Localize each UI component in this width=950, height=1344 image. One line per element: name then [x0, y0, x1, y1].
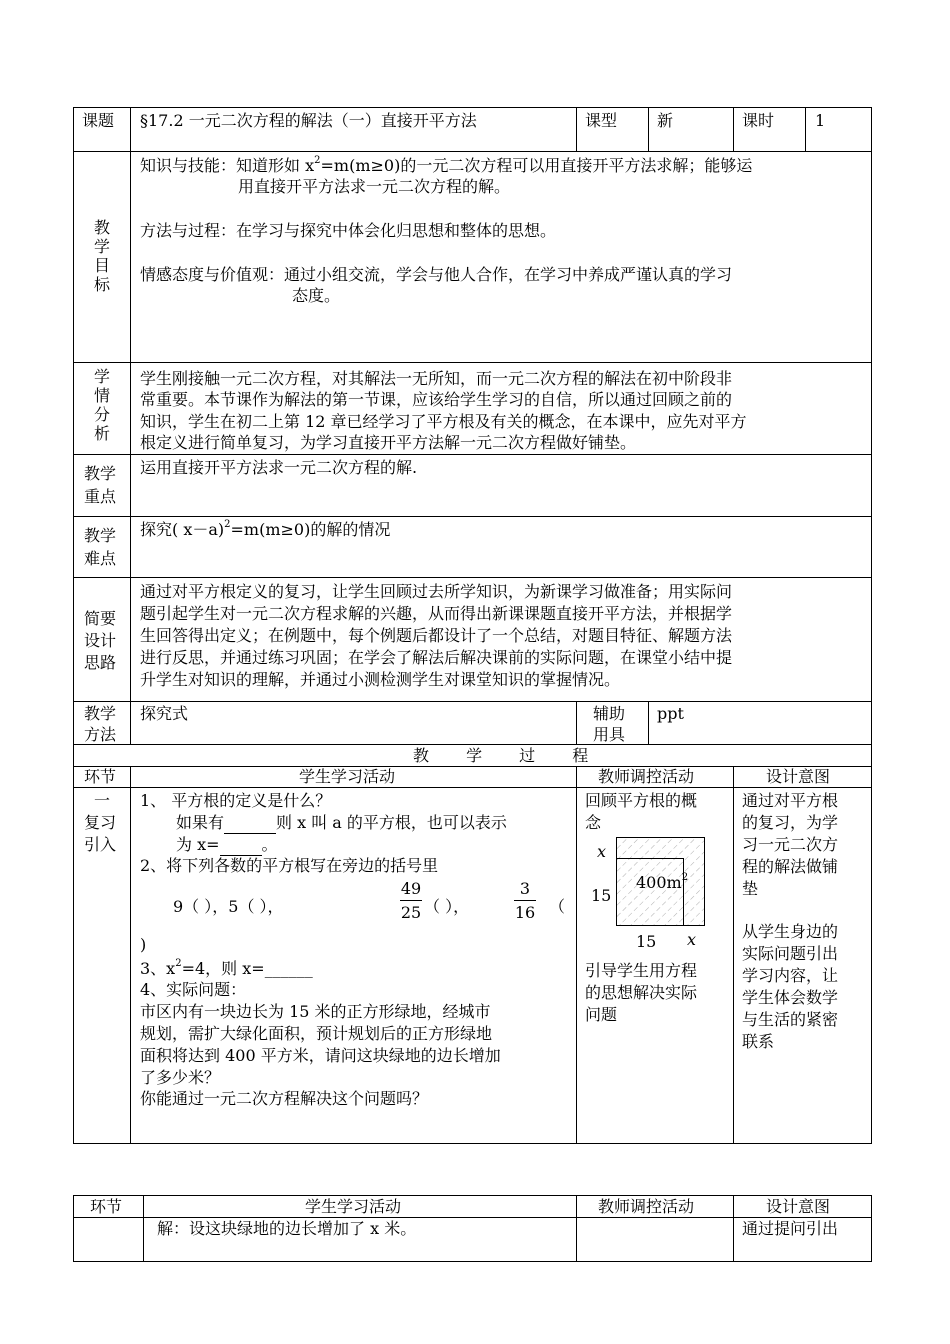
stage-label: 引入: [84, 835, 117, 854]
col-teacher: 教师调控活动: [598, 767, 695, 786]
analysis-label: 学 情 分 析: [93, 367, 110, 443]
key-point-text: 运用直接开平方法求一元二次方程的解.: [140, 458, 418, 477]
question-4-line: 市区内有一块边长为 15 米的正方形绿地，经城市: [140, 1002, 491, 1021]
question-4-line: 你能通过一元二次方程解决这个问题吗？: [140, 1089, 429, 1108]
col-stage: 环节: [84, 767, 117, 786]
method-label: 教学: [84, 704, 117, 723]
design-line: 升学生对知识的理解，并通过小测检测学生对课堂知识的掌握情况。: [140, 670, 621, 689]
objective-knowledge: 知识与技能：知道形如 $x^2=m(m\ge 0)$的一元二次方程可以用直接开平方法求解；能够运: [140, 155, 753, 175]
intent-line: 从学生身边的: [742, 922, 839, 941]
diagram-label-15-bottom: 15: [636, 932, 657, 951]
design-label: 设计: [84, 631, 117, 650]
analysis-line: 根定义进行简单复习，为学习直接开平方法解一元二次方程做好铺垫。: [140, 433, 637, 452]
topic-label: 课题: [82, 111, 115, 130]
design-line: 进行反思，并通过练习巩固；在学会了解法后解决课前的实际问题，在课堂小结中提: [140, 648, 733, 667]
question-4-line: 了多少米？: [140, 1068, 221, 1087]
teacher-activity-line: 念: [585, 813, 602, 832]
topic-title: §17.2 一元二次方程的解法（一）直接开平方法: [140, 111, 477, 130]
objective-knowledge-cont: 用直接开平方法求一元二次方程的解。: [238, 177, 511, 196]
stage-number: 一: [94, 791, 111, 810]
teacher-activity-line: 引导学生用方程: [585, 961, 698, 980]
analysis-line: 常重要。本节课作为解法的第一节课，应该给学生学习的自信，所以通过回顾之前的: [140, 390, 733, 409]
intent-line: 与生活的紧密: [742, 1010, 839, 1029]
solution-text: 解：设这块绿地的边长增加了 x 米。: [157, 1219, 417, 1238]
fraction-3-16: [514, 879, 536, 922]
fraction-numerator: 3: [519, 879, 531, 898]
aid-label: 用具: [593, 725, 626, 744]
design-label: 思路: [84, 653, 117, 672]
hours-value: 1: [815, 111, 826, 130]
diagram-label-15-left: 15: [591, 886, 612, 905]
fraction-49-25: [400, 879, 422, 922]
teacher-activity-line: 问题: [585, 1005, 618, 1024]
question-1: 1、 平方根的定义是什么？: [140, 791, 332, 810]
intent-line: 学生体会数学: [742, 988, 839, 1007]
teacher-activity-line: 回顾平方根的概: [585, 791, 698, 810]
difficulty-label: 教学: [84, 526, 117, 545]
objectives-label: 教 学 目 标: [93, 218, 110, 294]
key-point-label: 重点: [84, 487, 117, 506]
process-title: 教 学 过 程: [413, 746, 605, 765]
intent-line: 联系: [742, 1032, 775, 1051]
design-line: 题引起学生对一元二次方程求解的兴趣，从而得出新课课题直接开平方法，并根据学: [140, 604, 733, 623]
fraction-denominator: 25: [400, 903, 422, 922]
question-1-fill: 为 x= 。: [176, 835, 278, 854]
col-teacher: 教师调控活动: [598, 1197, 695, 1216]
intent-line: 实际问题引出: [742, 944, 839, 963]
intent-line: 程的解法做铺: [742, 857, 839, 876]
lesson-type-value: 新: [657, 111, 674, 130]
col-intent: 设计意图: [766, 767, 831, 786]
analysis-line: 学生刚接触一元二次方程，对其解法一无所知，而一元二次方程的解法在初中阶段非: [140, 369, 733, 388]
analysis-line: 知识，学生在初二上第 12 章已经学习了平方根及有关的概念，在本课中，应先对平方: [140, 412, 747, 431]
question-2-items: 9（ ），5（ ），: [173, 897, 284, 916]
intent-line: 通过提问引出: [742, 1219, 839, 1238]
design-line: 生回答得出定义；在例题中，每个例题后都设计了一个总结，对题目特征、解题方法: [140, 626, 733, 645]
aid-label: 辅助: [593, 704, 626, 723]
teacher-activity-line: 的思想解决实际: [585, 983, 698, 1002]
intent-line: 通过对平方根: [742, 791, 839, 810]
hours-label: 课时: [742, 111, 775, 130]
aid-value: ppt: [657, 704, 684, 723]
design-label: 简要: [84, 609, 117, 628]
col-stage: 环节: [90, 1197, 123, 1216]
fraction-denominator: 16: [514, 903, 536, 922]
intent-line: 垫: [742, 879, 759, 898]
lesson-type-label: 课型: [585, 111, 618, 130]
method-value: 探究式: [140, 704, 189, 723]
objective-emotion-cont: 态度。: [292, 286, 341, 305]
objective-method: 方法与过程：在学习与探究中体会化归思想和整体的思想。: [140, 221, 557, 240]
question-4: 4、实际问题：: [140, 980, 247, 999]
answer-blank: [220, 835, 262, 856]
col-student: 学生学习活动: [305, 1197, 402, 1216]
paren: （ ），: [424, 897, 470, 916]
question-4-line: 面积将达到 400 平方米，请问这块绿地的边长增加: [140, 1046, 501, 1065]
intent-line: 习一元二次方: [742, 835, 839, 854]
method-label: 方法: [84, 725, 117, 744]
stage-label: 复习: [84, 813, 117, 832]
question-4-line: 规划，需扩大绿化面积，预计规划后的正方形绿地: [140, 1024, 493, 1043]
diagram-area-label: $400m^2$: [636, 872, 689, 892]
intent-line: 的复习，为学: [742, 813, 839, 832]
key-point-label: 教学: [84, 464, 117, 483]
col-intent: 设计意图: [766, 1197, 831, 1216]
answer-blank: [224, 813, 276, 834]
fraction-numerator: 49: [400, 879, 422, 898]
fraction-bar: [400, 900, 422, 901]
design-line: 通过对平方根定义的复习，让学生回顾过去所学知识，为新课学习做准备；用实际问: [140, 582, 733, 601]
question-2: 2、将下列各数的平方根写在旁边的括号里: [140, 856, 439, 875]
diagram-label-x-bottom: x: [687, 930, 697, 949]
difficulty-text: 探究( x－a)$^2$=m(m≥0)的解的情况: [140, 519, 391, 539]
paren-close: ): [140, 935, 147, 954]
question-3: 3、$x^2=4$，则 x=______: [140, 958, 313, 978]
intent-line: 学习内容，让: [742, 966, 839, 985]
fraction-bar: [514, 900, 536, 901]
question-1-fill: 如果有 则 x 叫 a 的平方根，也可以表示: [176, 813, 507, 832]
paren: （: [549, 897, 566, 916]
objective-emotion: 情感态度与价值观：通过小组交流，学会与他人合作，在学习中养成严谨认真的学习: [140, 265, 733, 284]
col-student: 学生学习活动: [299, 767, 396, 786]
diagram-label-x-top: x: [597, 842, 607, 861]
difficulty-label: 难点: [84, 549, 117, 568]
